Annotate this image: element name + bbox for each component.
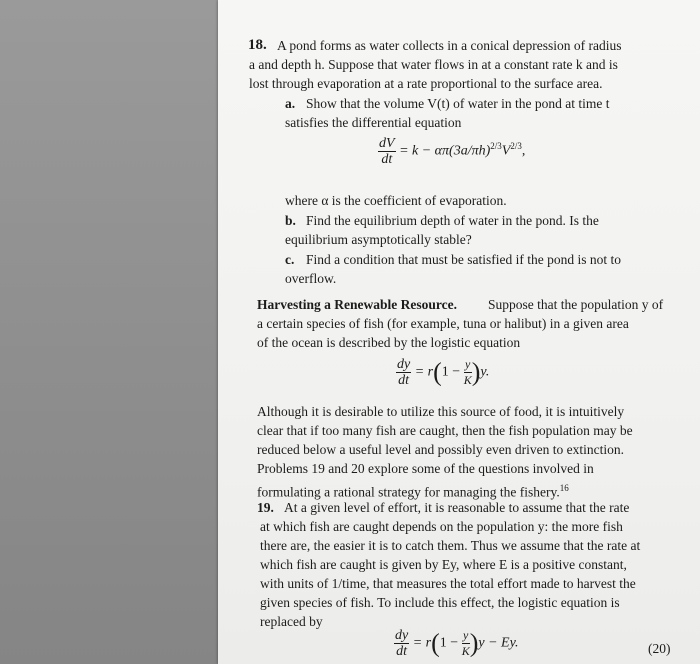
footnote-ref: 16 [559, 483, 569, 493]
harvesting-line-1: Suppose that the population y of [488, 297, 664, 312]
problem-18-line-2: a and depth h. Suppose that water flows in at a constant rate k and is [249, 57, 618, 72]
problem-19-line-5: with units of 1/time, that measures the total effort made to harvest the [260, 576, 636, 591]
logistic-equation: $\frac{dy}{dt}$ = r(1 − $\frac{y}{K}$ )y. [397, 357, 490, 388]
fraction-dy-dt-2: $\frac{dy}{dt}$ [395, 628, 409, 659]
problem-18-line-3: lost through evaporation at a rate proportional to the surface area. [249, 76, 603, 91]
part-c-line-1: Find a condition that must be satisfied if the pond is not to [306, 252, 621, 267]
problem-19-line-1: At a given level of effort, it is reasonable to assume that the rate [284, 500, 630, 515]
fraction-dv-dt: $\frac{dV}{dt}$ [379, 136, 395, 167]
equation-number-20: (20) [648, 641, 671, 656]
problem-19-line-6: given species of fish. To include this effect, the logistic equation is [260, 595, 620, 610]
harvesting-heading: Harvesting a Renewable Resource. [257, 297, 457, 312]
harvesting-line-2: a certain species of fish (for example, tuna or halibut) in a given area [257, 316, 629, 331]
fraction-y-k-2: $\frac{y}{K}$ [461, 628, 470, 658]
problem-19-line-2: at which fish are caught depends on the population y: the more fish [260, 519, 623, 534]
problem-19-line-4: which fish are caught is given by Ey, where E is a positive constant, [260, 557, 627, 572]
harvesting-line-3: of the ocean is described by the logistic equation [257, 335, 521, 350]
fraction-dy-dt: $\frac{dy}{dt}$ [397, 357, 411, 388]
problem-19-line-3: there are, the easier it is to catch them. Thus we assume that the rate at [260, 538, 641, 553]
problem-18-number: 18. [248, 37, 267, 53]
problem-18-line-1: A pond forms as water collects in a conical depression of radius [277, 38, 622, 53]
harvesting-para-line-2: clear that if too many fish are caught, then the fish population may be [257, 423, 633, 438]
harvesting-para-line-5: formulating a rational strategy for managing the fishery.$^{16}$ [257, 483, 569, 500]
equation-dv-dt: $\frac{dV}{dt}$ = $k - \alpha\pi(3a/\pi h)^{2/3}V^{2/3}$, [379, 136, 526, 167]
part-b-line-2: equilibrium asymptotically stable? [285, 232, 472, 247]
harvesting-para-line-4: Problems 19 and 20 explore some of the questions involved in [257, 461, 594, 476]
part-b-line-1: Find the equilibrium depth of water in the pond. Is the [306, 213, 599, 228]
part-c-line-2: overflow. [285, 271, 337, 286]
background-left [0, 0, 220, 664]
part-b-label: b. [285, 213, 296, 228]
part-a-line-2: satisfies the differential equation [285, 115, 462, 130]
harvesting-para-line-1: Although it is desirable to utilize this source of food, it is intuitively [257, 404, 625, 419]
fraction-y-k: $\frac{y}{K}$ [463, 357, 472, 387]
part-a-line-1: Show that the volume V(t) of water in the pond at time t [306, 96, 610, 111]
problem-19-line-7: replaced by [260, 614, 323, 629]
part-c-label: c. [285, 252, 295, 267]
problem-19-number: 19. [257, 500, 274, 515]
part-a-label: a. [285, 96, 296, 111]
harvest-equation: $\frac{dy}{dt}$ = r(1 − $\frac{y}{K}$ )y − Ey. [395, 628, 519, 659]
where-alpha-line: where α is the coefficient of evaporation. [285, 193, 507, 208]
harvesting-para-line-3: reduced below a useful level and possibly even driven to extinction. [257, 442, 625, 457]
